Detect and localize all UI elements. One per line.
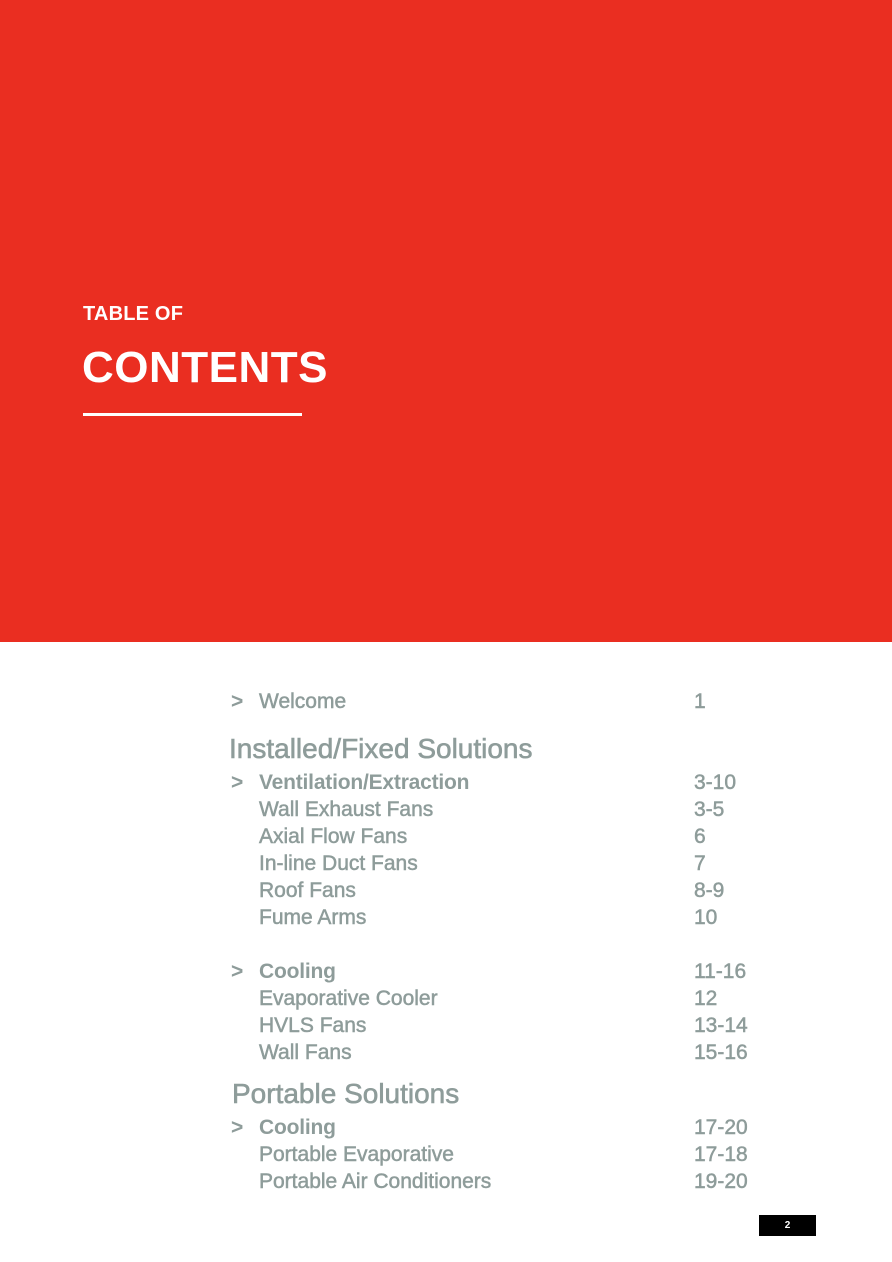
toc-entry-label: Wall Fans — [259, 1041, 352, 1064]
toc-entry-pages: 7 — [694, 852, 706, 875]
toc-entry-pages: 1 — [694, 690, 706, 713]
page-number-badge: 2 — [759, 1215, 816, 1236]
toc-entry-label: Wall Exhaust Fans — [259, 798, 434, 821]
toc-entry-label: Portable Air Conditioners — [259, 1170, 492, 1193]
toc-entry-pages: 3-10 — [694, 771, 737, 794]
chevron-right-icon: > — [231, 771, 244, 794]
hero-kicker: TABLE OF — [83, 303, 184, 325]
toc-entry-label: Fume Arms — [259, 906, 367, 929]
toc-entry-label: In-line Duct Fans — [259, 852, 418, 875]
toc-entry-pages: 15-16 — [694, 1041, 748, 1064]
toc-entry-label: Cooling — [259, 960, 336, 983]
toc-entry-label: Evaporative Cooler — [259, 987, 438, 1010]
section-heading-installed: Installed/Fixed Solutions — [229, 733, 533, 764]
toc-entry-label: Portable Evaporative — [259, 1143, 454, 1166]
chevron-right-icon: > — [231, 1116, 244, 1139]
page-title: CONTENTS — [82, 343, 328, 392]
toc-entry-pages: 17-20 — [694, 1116, 748, 1139]
toc-entry-label: Ventilation/Extraction — [259, 771, 470, 794]
toc-entry-pages: 17-18 — [694, 1143, 748, 1166]
toc-entry-label: Cooling — [259, 1116, 336, 1139]
chevron-right-icon: > — [231, 960, 244, 983]
toc-entry-pages: 6 — [694, 825, 706, 848]
toc-entry-label: Roof Fans — [259, 879, 356, 902]
toc-entry-pages: 8-9 — [694, 879, 725, 902]
toc-entry-label: Welcome — [259, 690, 347, 713]
toc-entry-label: Axial Flow Fans — [259, 825, 408, 848]
toc-entry-label: HVLS Fans — [259, 1014, 367, 1037]
chevron-right-icon: > — [231, 690, 244, 713]
toc-entry-pages: 3-5 — [694, 798, 725, 821]
toc-entry-pages: 12 — [694, 987, 718, 1010]
toc-entry-pages: 11-16 — [694, 960, 747, 983]
section-heading-portable: Portable Solutions — [232, 1078, 460, 1109]
toc-entry-pages: 10 — [694, 906, 718, 929]
toc-entry-pages: 13-14 — [694, 1014, 748, 1037]
toc-entry-pages: 19-20 — [694, 1170, 748, 1193]
